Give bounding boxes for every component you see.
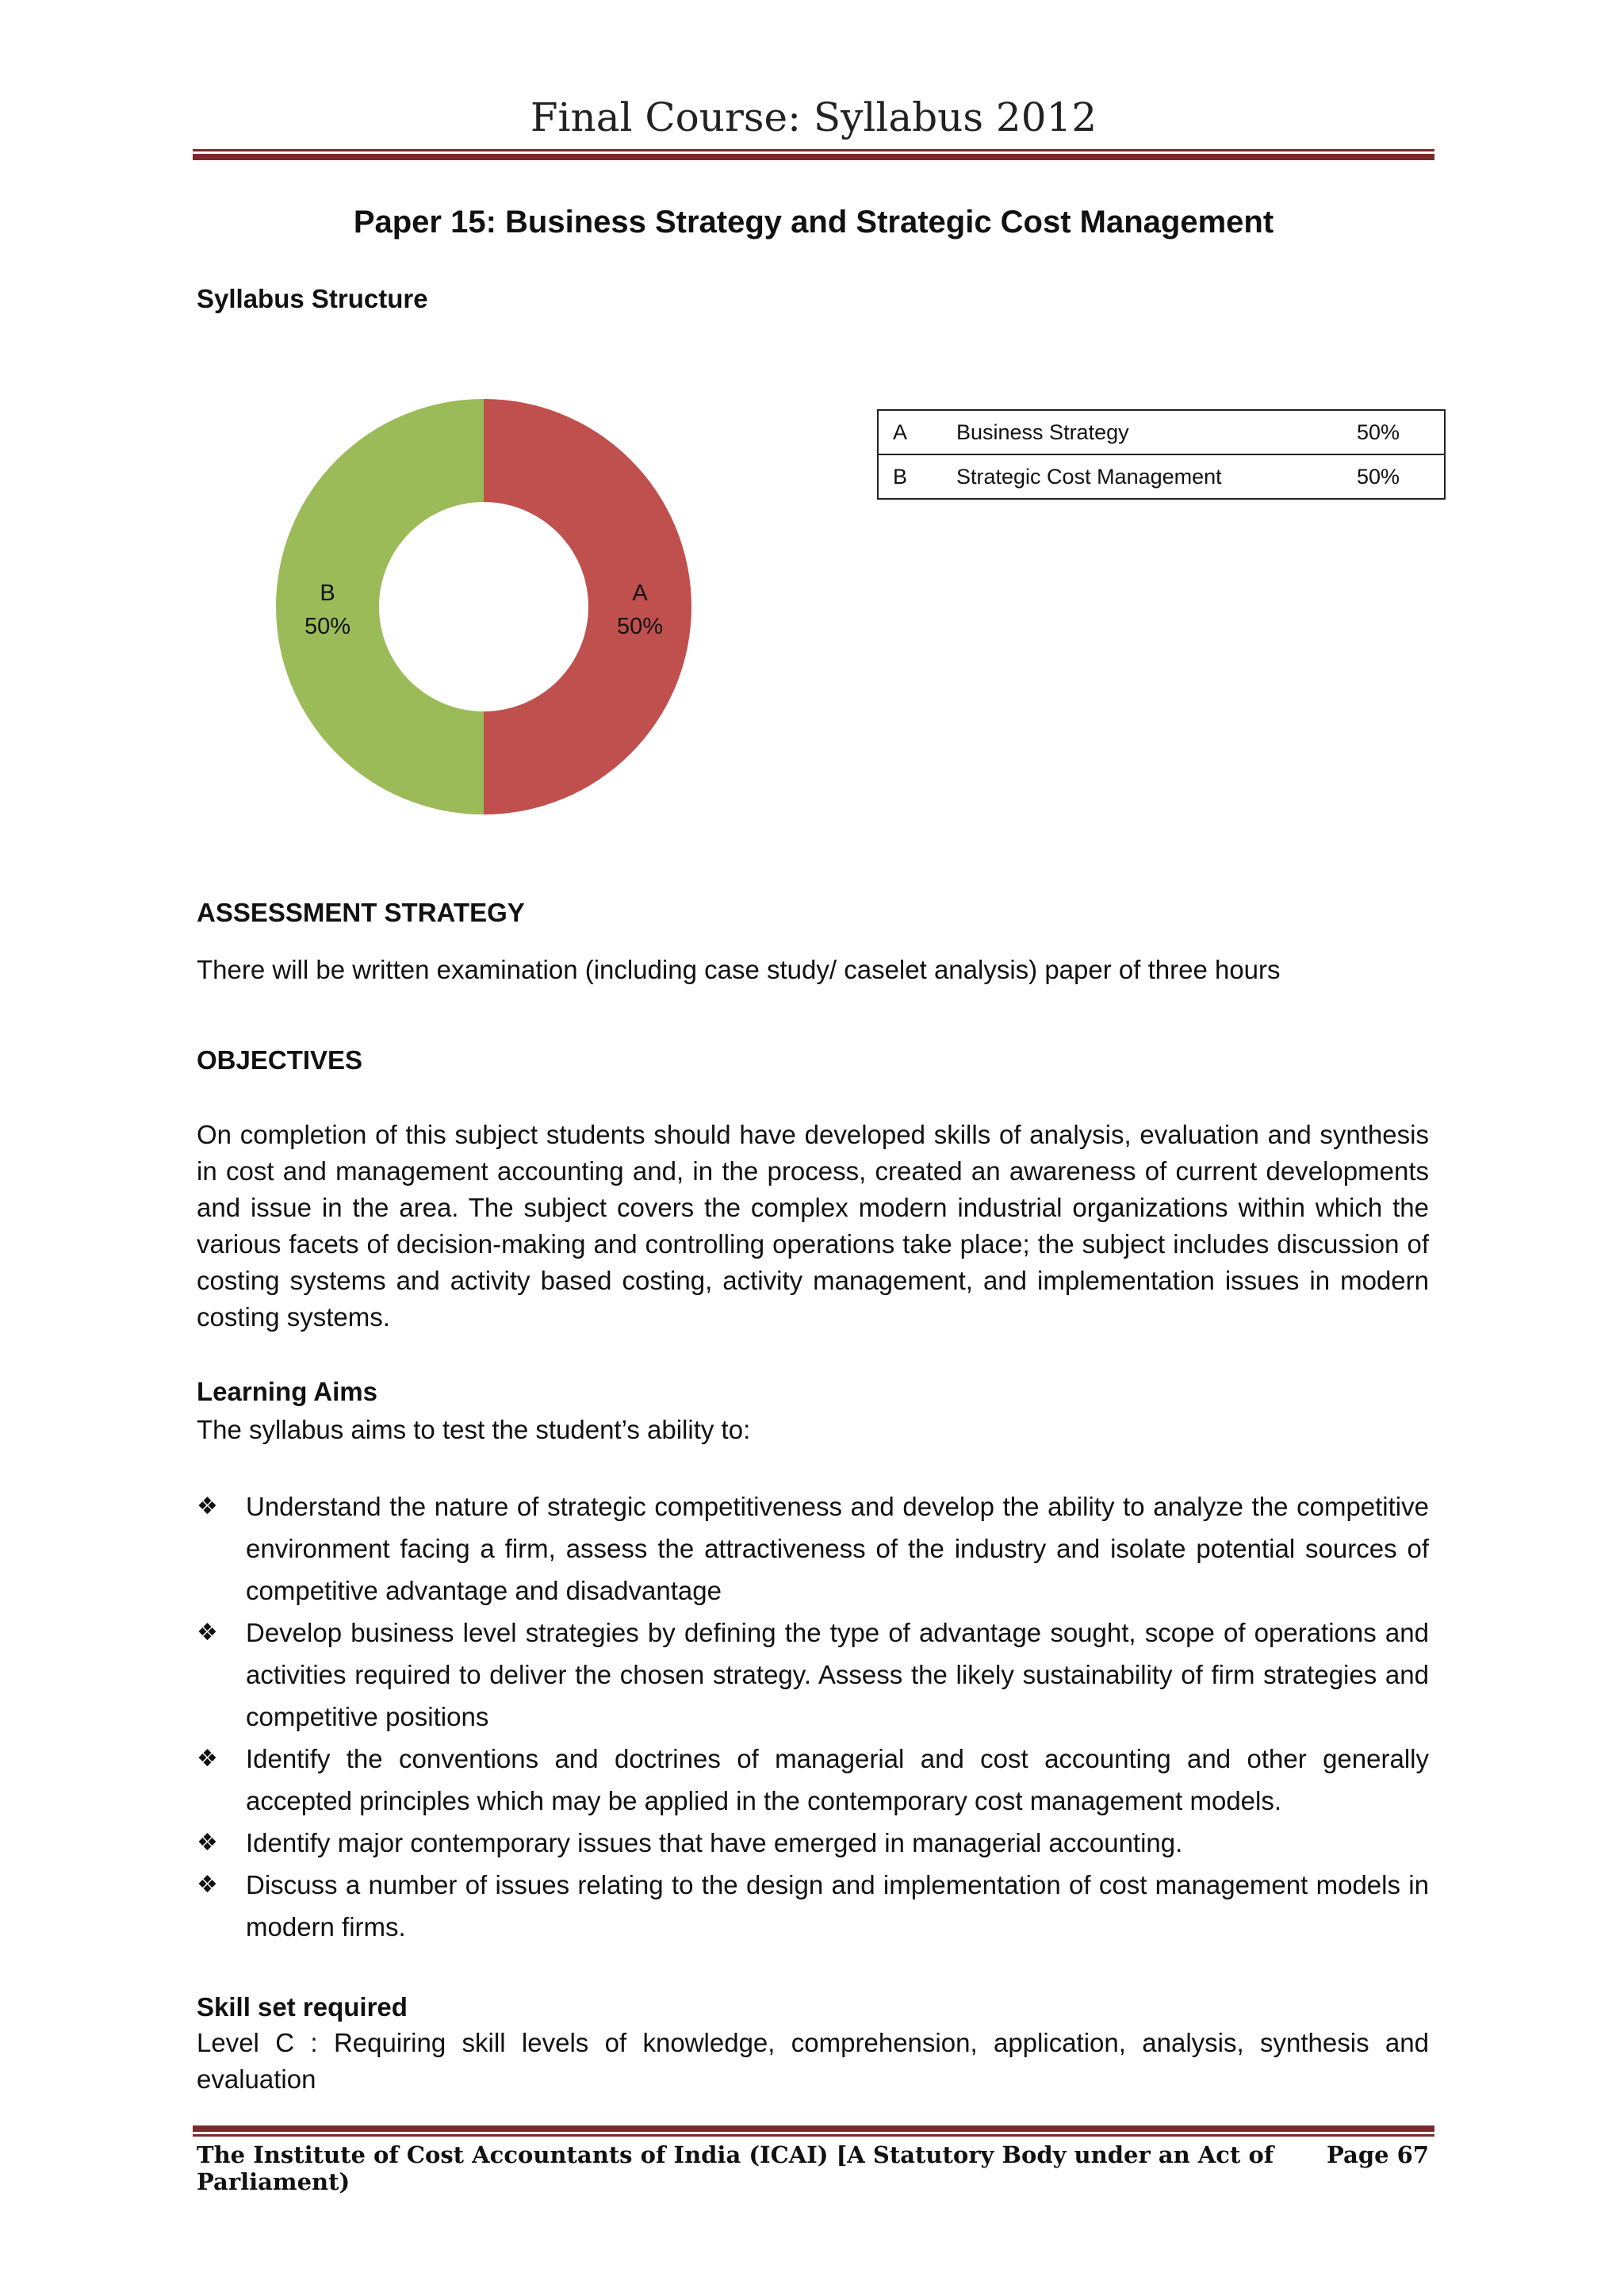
donut-label-category: B	[320, 581, 335, 606]
footer-divider	[193, 2125, 1434, 2137]
syllabus-structure-heading: Syllabus Structure	[197, 284, 428, 313]
table-row	[878, 410, 1445, 454]
page-header-title: Final Course: Syllabus 2012	[530, 94, 1097, 140]
learning-aims-heading: Learning Aims	[197, 1377, 377, 1406]
table-cell-name: Strategic Cost Management	[956, 454, 1357, 499]
donut-label-category: A	[632, 581, 648, 606]
learning-aims-list	[197, 1485, 1429, 1948]
diamond-bullet-icon: ❖	[197, 1872, 218, 1898]
donut-label-value: 50%	[304, 614, 351, 639]
syllabus-donut-chart	[238, 365, 730, 857]
diamond-bullet-icon: ❖	[197, 1746, 218, 1772]
list-item	[197, 1738, 1429, 1822]
list-item	[197, 1612, 1429, 1738]
skill-set-text: Level C : Requiring skill levels of knowledge, comprehension, application, analysis, synthesis and evaluation	[197, 2028, 1429, 2094]
table-cell-weight: 50%	[1357, 454, 1445, 499]
page-footer	[197, 2141, 1429, 2195]
diamond-bullet-icon: ❖	[197, 1830, 218, 1856]
objectives-heading: OBJECTIVES	[197, 1045, 363, 1075]
skill-set-heading: Skill set required	[197, 1992, 408, 2022]
table-row	[878, 454, 1445, 499]
diamond-bullet-icon: ❖	[197, 1493, 218, 1520]
donut-slice-a	[484, 399, 691, 815]
list-item	[197, 1485, 1429, 1612]
list-item-text: Discuss a number of issues relating to the design and implementation of cost management models in modern firms.	[246, 1870, 1429, 1941]
list-item-text: Develop business level strategies by defining the type of advantage sought, scope of operations and activities required to deliver the chosen strategy. Assess the likely sustainability of firm strategies and competitive positions	[246, 1618, 1429, 1731]
objectives-paragraph: On completion of this subject students should have developed skills of analysis, evaluation and synthesis in cost and management accounting and, in the process, created an awareness of current developments and issue in the area. The subject covers the complex modern industrial organizations within which the various facets of decision-making and controlling operations take place; the subject includes discussion of costing systems and activity based costing, activity management, and implementation issues in modern costing systems.	[197, 1120, 1429, 1332]
table-cell-name: Business Strategy	[956, 410, 1357, 454]
donut-label-value: 50%	[616, 614, 664, 639]
page-number: Page 67	[1327, 2141, 1429, 2168]
paper-title: Paper 15: Business Strategy and Strategic Cost Management	[353, 205, 1274, 240]
list-item	[197, 1822, 1429, 1864]
header-divider	[193, 149, 1434, 160]
list-item-text: Understand the nature of strategic competitiveness and develop the ability to analyze the competitive environment facing a firm, assess the attractiveness of the industry and isolate potential sources of competitive advantage and disadvantage	[246, 1492, 1429, 1605]
list-item-text: Identify major contemporary issues that have emerged in managerial accounting.	[246, 1828, 1183, 1857]
table-cell-code: B	[878, 454, 956, 499]
footer-institute: The Institute of Cost Accountants of India (ICAI) [A Statutory Body under an Act of Parliament)	[197, 2141, 1274, 2195]
learning-aims-intro: The syllabus aims to test the student’s ability to:	[197, 1415, 751, 1444]
assessment-heading: ASSESSMENT STRATEGY	[197, 898, 525, 927]
table-cell-code: A	[878, 410, 956, 454]
list-item-text: Identify the conventions and doctrines of managerial and cost accounting and other generally accepted principles which may be applied in the contemporary cost management models.	[246, 1744, 1429, 1815]
donut-slice-b	[276, 399, 484, 815]
assessment-text: There will be written examination (including case study/ caselet analysis) paper of three hours	[197, 955, 1281, 984]
syllabus-structure-table	[877, 409, 1446, 500]
list-item	[197, 1864, 1429, 1948]
table-cell-weight: 50%	[1357, 410, 1445, 454]
diamond-bullet-icon: ❖	[197, 1619, 218, 1646]
